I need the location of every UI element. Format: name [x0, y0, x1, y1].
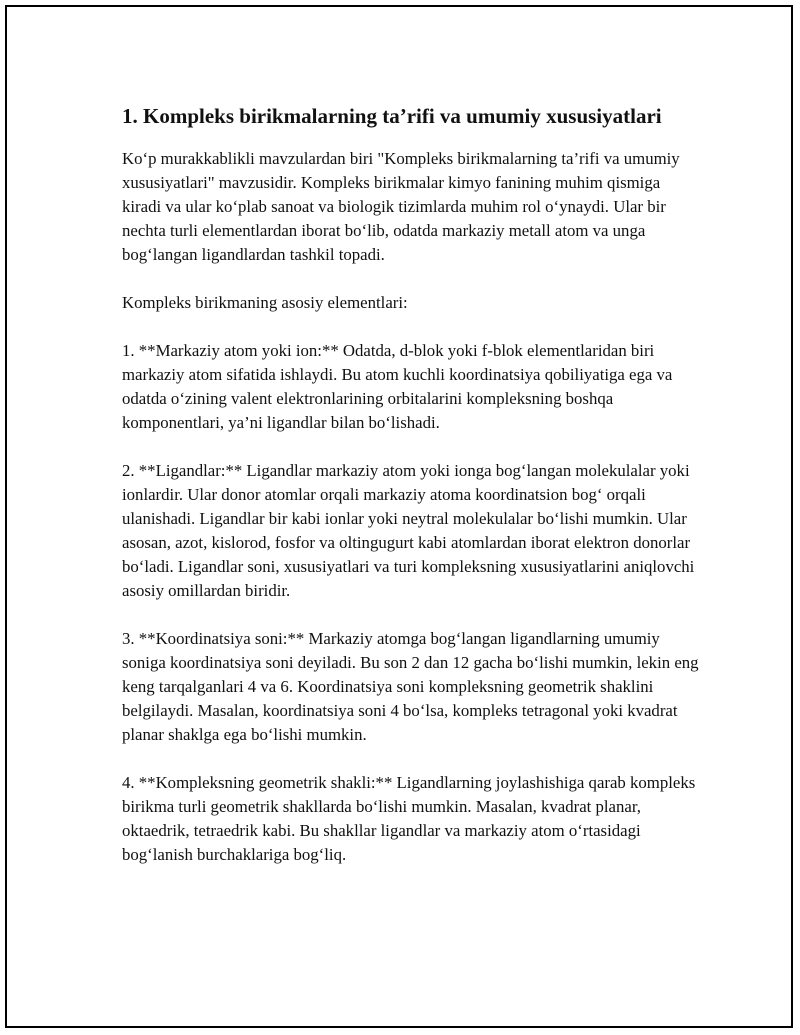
document-page: [5, 5, 793, 1028]
paragraph-elements-heading: Kompleks birikmaning asosiy elementlari:: [122, 293, 408, 312]
paragraph-central-atom: 1. **Markaziy atom yoki ion:** Odatda, d-blok yoki f-blok elementlaridan biri markaziy atom sifatida ishlaydi. Bu atom kuchli koordinatsiya qobiliyatiga ega va odatda o‘zining valent elektronlarining orbitalarini kompleksning boshqa komponentlari, ya’ni ligandlar bilan bo‘lishadi.: [122, 341, 673, 432]
paragraph-coordination-number: 3. **Koordinatsiya soni:** Markaziy atomga bog‘langan ligandlarning umumiy soniga koordinatsiya soni deyiladi. Bu son 2 dan 12 gacha bo‘lishi mumkin, lekin eng keng tarqalganlari 4 va 6. Koordinatsiya soni kompleksning geometrik shaklini belgilaydi. Masalan, koordinatsiya soni 4 bo‘lsa, kompleks tetragonal yoki kvadrat planar shaklga ega bo‘lishi mumkin.: [122, 629, 699, 744]
paragraph-intro: Ko‘p murakkablikli mavzulardan biri "Kompleks birikmalarning ta’rifi va umumiy xususiyatlari" mavzusidir. Kompleks birikmalar kimyo fanining muhim qismiga kiradi va ular ko‘plab sanoat va biologik tizimlarda muhim rol o‘ynaydi. Ular bir nechta turli elementlardan iborat bo‘lib, odatda markaziy metall atom va unga bog‘langan ligandlardan tashkil topadi.: [122, 149, 680, 264]
paragraph-ligands: 2. **Ligandlar:** Ligandlar markaziy atom yoki ionga bog‘langan molekulalar yoki ionlardir. Ular donor atomlar orqali markaziy atoma koordinatsion bog‘ orqali ulanishadi. Ligandlar bir kabi ionlar yoki neytral molekulalar bo‘lishi mumkin. Ular asosan, azot, kislorod, fosfor va oltingugurt kabi atomlardan iborat elektron donorlar bo‘ladi. Ligandlar soni, xususiyatlari va turi kompleksning xususiyatlarini aniqlovchi asosiy omillardan biridir.: [122, 461, 695, 600]
document-title: 1. Kompleks birikmalarning ta’rifi va umumiy xususiyatlari: [122, 104, 662, 128]
document-content: [122, 103, 702, 891]
paragraph-geometric-shape: 4. **Kompleksning geometrik shakli:** Ligandlarning joylashishiga qarab kompleks birikma turli geometrik shakllarda bo‘lishi mumkin. Masalan, kvadrat planar, oktaedrik, tetraedrik kabi. Bu shakllar ligandlar va markaziy atom o‘rtasidagi bog‘lanish burchaklariga bog‘liq.: [122, 773, 696, 864]
